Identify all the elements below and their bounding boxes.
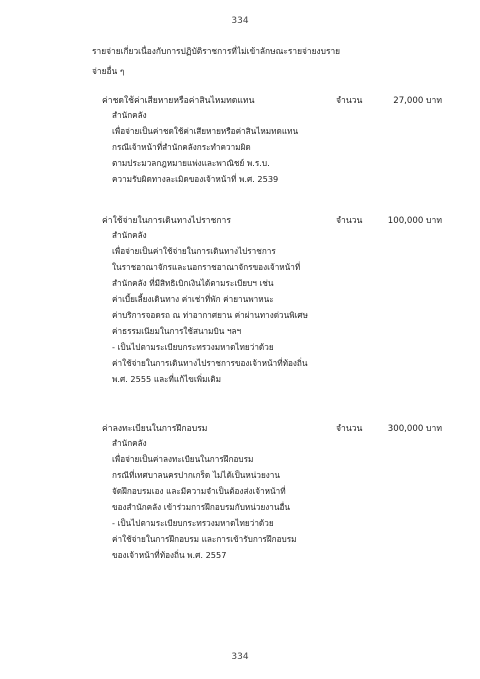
item-title: ค่าชดใช้ค่าเสียหายหรือค่าสินไหมทดแทน: [102, 96, 255, 106]
item-line: ความรับผิดทางละเมิดของเจ้าหน้าที่ พ.ศ. 2539: [112, 174, 279, 184]
page-number-bottom: 334: [231, 652, 249, 662]
item-line: กรณีที่เทศบาลนครปากเกร็ด ไม่ได้เป็นหน่วยงาน: [112, 470, 280, 480]
amount-value: 300,000 บาท: [387, 424, 442, 434]
item-line: ค่าธรรมเนียมในการใช้สนามบิน ฯลฯ: [112, 326, 242, 336]
item-line: สำนักคลัง: [112, 110, 147, 120]
item-line: สำนักคลัง: [112, 230, 147, 240]
item-line: ตามประมวลกฎหมายแพ่งและพาณิชย์ พ.ร.บ.: [112, 158, 270, 168]
item-line: เพื่อจ่ายเป็นค่าใช้จ่ายในการเดินทางไปราชการ: [112, 246, 276, 256]
item-line: ค่าเบี้ยเลี้ยงเดินทาง ค่าเช่าที่พัก ค่ายานพาหนะ: [112, 294, 274, 304]
amount-label: จำนวน: [336, 216, 363, 226]
item-line: ในราชอาณาจักรและนอกราชอาณาจักรของเจ้าหน้าที่: [112, 262, 301, 272]
section-heading-line-2: จ่ายอื่น ๆ: [92, 66, 125, 76]
item-line: เพื่อจ่ายเป็นค่าชดใช้ค่าเสียหายหรือค่าสินไหมทดแทน: [112, 126, 299, 136]
page-number-top: 334: [231, 16, 249, 26]
item-line: ของเจ้าหน้าที่ท้องถิ่น พ.ศ. 2557: [112, 550, 227, 560]
item-line: กรณีเจ้าหน้าที่สำนักคลังกระทำความผิด: [112, 142, 251, 152]
item-line: พ.ศ. 2555 และที่แก้ไขเพิ่มเติม: [112, 374, 221, 384]
item-line: สำนักคลัง ที่มีสิทธิเบิกเงินได้ตามระเบียบฯ เช่น: [112, 278, 274, 288]
item-line: - เป็นไปตามระเบียบกระทรวงมหาดไทยว่าด้วย: [112, 518, 274, 528]
item-line: ค่าบริการจอดรถ ณ ท่าอากาศยาน ค่าผ่านทางด่วนพิเศษ: [112, 310, 309, 320]
item-line: เพื่อจ่ายเป็นค่าลงทะเบียนในการฝึกอบรม: [112, 454, 254, 464]
amount-value: 100,000 บาท: [387, 216, 442, 226]
item-line: - เป็นไปตามระเบียบกระทรวงมหาดไทยว่าด้วย: [112, 342, 274, 352]
item-line: จัดฝึกอบรมเอง และมีความจำเป็นต้องส่งเจ้าหน้าที่: [112, 486, 286, 496]
section-heading-line-1: รายจ่ายเกี่ยวเนื่องกับการปฏิบัติราชการที่ไม่เข้าลักษณะรายจ่ายงบราย: [92, 46, 341, 56]
item-line: ค่าใช้จ่ายในการเดินทางไปราชการของเจ้าหน้าที่ท้องถิ่น: [112, 358, 308, 368]
item-line: สำนักคลัง: [112, 438, 147, 448]
item-title: ค่าใช้จ่ายในการเดินทางไปราชการ: [102, 216, 231, 226]
item-line: ค่าใช้จ่ายในการฝึกอบรม และการเข้ารับการฝึกอบรม: [112, 534, 297, 544]
item-title: ค่าลงทะเบียนในการฝึกอบรม: [102, 424, 208, 434]
amount-label: จำนวน: [336, 96, 363, 106]
amount-label: จำนวน: [336, 424, 363, 434]
amount-value: 27,000 บาท: [393, 96, 442, 106]
item-line: ของสำนักคลัง เข้าร่วมการฝึกอบรมกับหน่วยงานอื่น: [112, 502, 291, 512]
